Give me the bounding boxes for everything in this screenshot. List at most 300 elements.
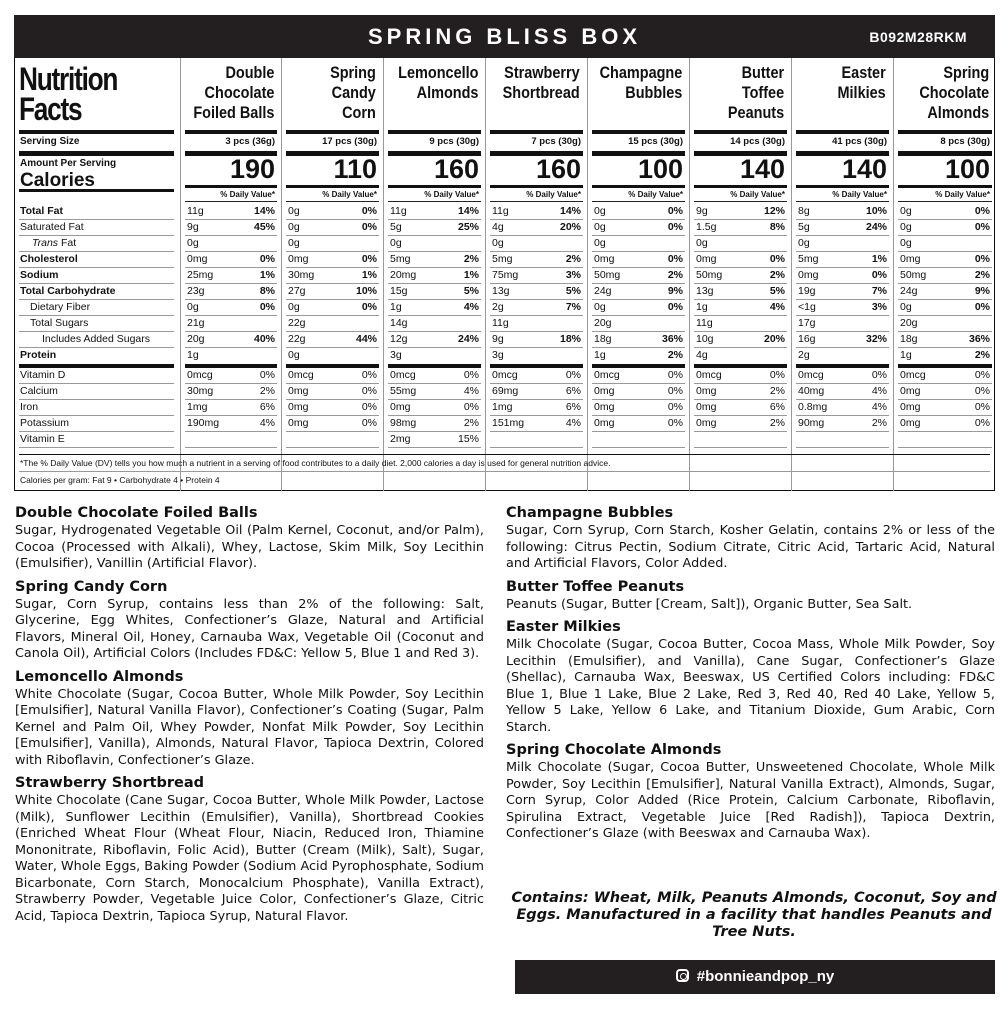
nutrient-amount: 23g <box>187 285 205 297</box>
row-divider <box>796 447 889 448</box>
row-divider <box>796 235 889 236</box>
nutrient-daily-value: 12% <box>763 205 785 217</box>
daily-value-footnote: *The % Daily Value (DV) tells you how much a nutrient in a serving of food contributes to a daily diet. 2,000 calories a day is used for general nutrition advice. <box>20 458 611 468</box>
nutrient-amount: 69mg <box>492 385 519 397</box>
product-name-line: Spring <box>943 63 989 82</box>
row-divider <box>490 315 583 316</box>
nutrient-amount: 0mg <box>696 385 717 397</box>
product-column <box>485 58 587 491</box>
nutrient-amount: 0mcg <box>187 369 213 381</box>
nutrient-daily-value: 0% <box>667 417 683 429</box>
nutrient-amount: 9g <box>187 221 199 233</box>
row-divider <box>490 283 583 284</box>
serving-size: 17 pcs (30g) <box>322 136 377 147</box>
ingredient-heading: Spring Chocolate Almonds <box>506 742 722 758</box>
nutrient-daily-value: 0% <box>871 269 887 281</box>
social-handle-banner <box>515 960 995 994</box>
serving-size: 3 pcs (36g) <box>225 136 275 147</box>
nutrient-amount: 0g <box>288 237 300 249</box>
nutrient-amount: 5g <box>390 221 402 233</box>
nutrient-daily-value: 10% <box>865 205 887 217</box>
row-divider <box>592 331 685 332</box>
row-divider <box>898 299 992 300</box>
product-column <box>689 58 791 491</box>
nutrient-label: Total Fat <box>20 205 63 217</box>
row-divider <box>19 364 174 368</box>
product-name <box>330 63 376 123</box>
nutrient-amount: 75mg <box>492 269 519 281</box>
product-name-line: Almonds <box>416 83 478 102</box>
nutrient-daily-value: 0% <box>974 417 990 429</box>
nutrient-amount: 1g <box>900 349 912 361</box>
nutrition-facts-panel <box>14 58 995 491</box>
nutrient-amount: 1.5g <box>696 221 717 233</box>
ingredient-heading: Champagne Bubbles <box>506 505 674 521</box>
product-name <box>838 63 886 103</box>
nutrient-amount: 11g <box>492 205 509 217</box>
divider <box>286 185 379 188</box>
nutrient-daily-value: 2% <box>565 253 581 265</box>
row-divider <box>286 447 379 448</box>
row-divider <box>286 219 379 220</box>
row-divider <box>388 299 481 300</box>
row-divider <box>388 383 481 384</box>
calories-value: 100 <box>944 154 990 184</box>
row-divider <box>19 299 174 300</box>
row-divider <box>898 447 992 448</box>
nutrient-daily-value: 4% <box>871 401 887 413</box>
nutrient-label: Cholesterol <box>20 253 78 265</box>
nutrient-amount: 20g <box>900 317 918 329</box>
nutrient-amount: 50mg <box>696 269 723 281</box>
row-divider <box>185 235 277 236</box>
divider <box>796 130 889 134</box>
nutrient-amount: 20mg <box>390 269 417 281</box>
product-column <box>281 58 383 491</box>
row-divider <box>490 235 583 236</box>
row-divider <box>19 447 174 448</box>
nutrient-daily-value: 1% <box>259 269 275 281</box>
nutrient-label: Trans Fat <box>32 237 77 249</box>
row-divider <box>185 447 277 448</box>
nutrient-amount: 50mg <box>900 269 927 281</box>
nutrient-amount: 1mg <box>492 401 513 413</box>
nutrient-label: Total Carbohydrate <box>20 285 116 297</box>
divider <box>286 130 379 134</box>
nutrient-daily-value: 24% <box>865 221 887 233</box>
product-name <box>919 63 989 123</box>
divider <box>388 185 481 188</box>
ingredient-text: Milk Chocolate (Sugar, Cocoa Butter, Cocoa Mass, Whole Milk Powder, Soy Lecithin (Emulsifier), and Vanilla), Cane Sugar, Confectioner’s Glaze (Shellac), Carnauba Wax, Beeswax, US Certified Colors including: FD&C Blue 1, Blue 1 Lake, Blue 2 Lake, Red 3, Red 40, Red 40 Lake, Yellow 5, Yellow 5 Lake, Yellow 6 Lake, and Titanium Dioxide, Gum Arabic, Corn Starch. <box>506 637 995 735</box>
nutrient-label: Iron <box>20 401 39 413</box>
row-divider <box>286 331 379 332</box>
nutrient-amount: 25mg <box>187 269 214 281</box>
product-name-line: Easter <box>841 63 886 82</box>
row-divider <box>592 267 685 268</box>
nutrient-amount: 20g <box>187 333 205 345</box>
nutrient-amount: 0g <box>900 205 912 217</box>
row-divider <box>286 347 379 348</box>
ingredient-text: Milk Chocolate (Sugar, Cocoa Butter, Unsweetened Chocolate, Whole Milk Powder, Soy Lecithin [Emulsifier], Natural Vanilla Extract), Almonds, Sugar, Corn Syrup, Color Added (Rice Protein, Calcium Carbonate, Riboflavin, Spirulina Extract, Vegetable Juice [Red Radish]), Tapioca Dextrin, Confectioner’s Glaze (with Beeswax and Carnauba Wax). <box>506 760 995 841</box>
row-divider <box>694 219 787 220</box>
ingredient-text: Sugar, Corn Syrup, Corn Starch, Kosher Gelatin, contains 2% or less of the following: Citrus Pectin, Sodium Citrate, Citric Acid, Tartaric Acid, Natural and Artificial Flavors, Color Added. <box>506 523 995 571</box>
nutrient-amount: 11g <box>492 317 509 329</box>
row-divider <box>185 315 277 316</box>
row-divider <box>185 267 277 268</box>
nutrient-daily-value: 9% <box>667 285 683 297</box>
divider <box>388 130 481 134</box>
nutrient-daily-value: 5% <box>565 285 581 297</box>
nutrient-daily-value: 3% <box>565 269 581 281</box>
nutrient-amount: 4g <box>492 221 504 233</box>
row-divider <box>694 347 787 348</box>
instagram-icon <box>676 969 689 982</box>
divider <box>185 185 277 188</box>
row-divider <box>490 219 583 220</box>
nutrient-amount: 50mg <box>594 269 621 281</box>
nutrient-amount: 3g <box>390 349 402 361</box>
divider <box>19 471 990 472</box>
row-divider <box>898 399 992 400</box>
calories-value: 160 <box>535 154 581 184</box>
row-divider <box>286 251 379 252</box>
divider <box>19 151 174 156</box>
nutrient-daily-value: 8% <box>769 221 785 233</box>
row-divider <box>898 331 992 332</box>
nutrient-amount: 0g <box>900 237 912 249</box>
nutrition-facts-title-line1: Nutrition <box>19 61 118 97</box>
serving-size: 14 pcs (30g) <box>730 136 785 147</box>
nutrient-amount: 0mg <box>288 401 309 413</box>
ingredient-text: Peanuts (Sugar, Butter [Cream, Salt]), Organic Butter, Sea Salt. <box>506 596 913 612</box>
divider <box>185 130 277 134</box>
nutrient-daily-value: 1% <box>463 269 479 281</box>
nutrient-daily-value: 7% <box>871 285 887 297</box>
product-name-line: Lemoncello <box>397 63 478 82</box>
row-divider <box>19 267 174 268</box>
row-divider <box>19 315 174 316</box>
row-divider <box>388 415 481 416</box>
nutrient-amount: 1g <box>390 301 402 313</box>
row-divider <box>898 315 992 316</box>
ingredient-heading: Lemoncello Almonds <box>15 668 184 685</box>
calories-value: 100 <box>637 154 683 184</box>
row-divider <box>490 399 583 400</box>
row-divider <box>796 267 889 268</box>
divider <box>694 201 787 202</box>
row-divider <box>286 415 379 416</box>
product-name <box>728 63 784 123</box>
row-divider <box>19 399 174 400</box>
nutrient-amount: 5g <box>798 221 810 233</box>
row-divider <box>694 315 787 316</box>
nutrient-amount: 5mg <box>798 253 819 265</box>
nutrient-daily-value: 4% <box>463 301 479 313</box>
nutrient-daily-value: 14% <box>253 205 275 217</box>
row-divider <box>694 431 787 432</box>
row-divider <box>796 364 889 368</box>
row-divider <box>694 331 787 332</box>
daily-value-header: % Daily Value* <box>832 190 887 199</box>
calories-value: 110 <box>333 154 377 184</box>
ingredients-left-column <box>15 504 484 930</box>
nutrient-label: Sodium <box>20 269 59 281</box>
row-divider <box>286 399 379 400</box>
row-divider <box>898 219 992 220</box>
serving-size: 41 pcs (30g) <box>832 136 887 147</box>
nutrient-daily-value: 0% <box>769 369 785 381</box>
nutrient-daily-value: 6% <box>259 401 275 413</box>
serving-size-label: Serving Size <box>20 136 80 147</box>
product-name-line: Champagne <box>599 63 682 82</box>
product-column <box>893 58 996 491</box>
row-divider <box>694 251 787 252</box>
nutrient-daily-value: 4% <box>565 417 581 429</box>
row-divider <box>898 251 992 252</box>
nutrient-daily-value: 5% <box>463 285 479 297</box>
product-name <box>503 63 580 103</box>
nutrient-amount: 4g <box>696 349 708 361</box>
nutrient-daily-value: 1% <box>871 253 887 265</box>
nutrient-amount: 1mg <box>187 401 208 413</box>
nutrient-daily-value: 5% <box>769 285 785 297</box>
nutrient-amount: 15g <box>390 285 408 297</box>
row-divider <box>898 383 992 384</box>
nutrient-daily-value: 2% <box>769 269 785 281</box>
nutrient-daily-value: 0% <box>361 369 377 381</box>
nutrient-daily-value: 2% <box>974 269 990 281</box>
nutrient-amount: 12g <box>390 333 408 345</box>
daily-value-header: % Daily Value* <box>935 190 990 199</box>
nutrient-daily-value: 14% <box>457 205 479 217</box>
nutrient-amount: 0mg <box>900 417 921 429</box>
nutrient-amount: 0g <box>594 301 606 313</box>
nutrient-daily-value: 0% <box>974 221 990 233</box>
row-divider <box>286 364 379 368</box>
row-divider <box>694 283 787 284</box>
row-divider <box>185 364 277 368</box>
serving-size: 9 pcs (30g) <box>429 136 479 147</box>
nutrient-amount: 19g <box>798 285 816 297</box>
product-name-line: Candy <box>331 83 376 102</box>
nutrient-daily-value: 24% <box>457 333 479 345</box>
nutrient-label: Calcium <box>20 385 58 397</box>
nutrient-amount: 0g <box>288 301 300 313</box>
row-divider <box>388 267 481 268</box>
row-divider <box>592 383 685 384</box>
nutrient-amount: 0mcg <box>288 369 314 381</box>
nutrient-amount: 0g <box>288 221 300 233</box>
nutrient-daily-value: 0% <box>667 385 683 397</box>
nutrient-daily-value: 14% <box>559 205 581 217</box>
nutrient-amount: 14g <box>390 317 408 329</box>
nutrient-amount: 0mg <box>696 417 717 429</box>
nutrient-label: Saturated Fat <box>20 221 84 233</box>
row-divider <box>490 364 583 368</box>
divider <box>19 454 990 455</box>
nutrient-amount: 0mg <box>696 401 717 413</box>
allergen-statement: Contains: Wheat, Milk, Peanuts Almonds, Coconut, Soy and Eggs. Manufactured in a facility that handles Peanuts and Tree Nuts. <box>511 890 997 940</box>
nutrient-daily-value: 0% <box>974 385 990 397</box>
divider <box>694 130 787 134</box>
box-title: SPRING BLISS BOX <box>367 24 642 49</box>
row-divider <box>592 315 685 316</box>
nutrient-daily-value: 6% <box>769 401 785 413</box>
nutrient-daily-value: 15% <box>457 433 479 445</box>
row-divider <box>388 251 481 252</box>
nutrient-daily-value: 0% <box>974 205 990 217</box>
nutrient-amount: 22g <box>288 333 306 345</box>
row-divider <box>19 251 174 252</box>
product-name-line: Toffee <box>741 83 784 102</box>
nutrient-amount: 8g <box>798 205 810 217</box>
calories-value: 140 <box>739 154 785 184</box>
divider <box>19 130 174 134</box>
nutrient-amount: 151mg <box>492 417 525 429</box>
row-divider <box>19 219 174 220</box>
nutrient-amount: 0g <box>187 301 199 313</box>
nutrient-daily-value: 0% <box>667 301 683 313</box>
serving-size: 8 pcs (30g) <box>940 136 990 147</box>
divider <box>898 185 992 188</box>
row-divider <box>796 283 889 284</box>
nutrient-amount: 18g <box>594 333 612 345</box>
nutrient-amount: 0mg <box>900 401 921 413</box>
nutrient-amount: 0g <box>696 237 708 249</box>
nutrient-daily-value: 32% <box>865 333 887 345</box>
product-name-line: Corn <box>342 103 376 122</box>
row-divider <box>286 431 379 432</box>
nutrient-amount: 11g <box>390 205 407 217</box>
row-divider <box>185 331 277 332</box>
row-divider <box>694 399 787 400</box>
nutrient-amount: 0mg <box>798 269 819 281</box>
nutrient-amount: 0mg <box>900 385 921 397</box>
nutrient-label: Protein <box>20 349 57 361</box>
row-divider <box>19 283 174 284</box>
nutrient-daily-value: 20% <box>763 333 785 345</box>
nutrient-amount: 24g <box>594 285 612 297</box>
nutrient-amount: 0mg <box>696 253 717 265</box>
nutrient-amount: 0g <box>798 237 810 249</box>
product-name-line: Double <box>225 63 274 82</box>
nutrient-amount: 0mcg <box>798 369 824 381</box>
nutrient-amount: 0g <box>594 237 606 249</box>
nutrient-amount: 9g <box>492 333 504 345</box>
nutrient-daily-value: 45% <box>253 221 275 233</box>
nutrient-daily-value: 2% <box>463 417 479 429</box>
row-divider <box>19 415 174 416</box>
nutrient-amount: 24g <box>900 285 918 297</box>
product-name-line: Butter <box>741 63 784 82</box>
row-divider <box>694 364 787 368</box>
calories-value: 160 <box>433 154 479 184</box>
nutrient-daily-value: 4% <box>259 417 275 429</box>
nutrient-amount: <1g <box>798 301 816 313</box>
daily-value-header: % Daily Value* <box>730 190 785 199</box>
nutrient-amount: 190mg <box>187 417 220 429</box>
divider <box>19 189 174 192</box>
row-divider <box>388 219 481 220</box>
divider <box>796 201 889 202</box>
row-divider <box>286 267 379 268</box>
ingredient-heading: Spring Candy Corn <box>15 578 168 595</box>
row-divider <box>592 364 685 368</box>
nutrient-amount: 17g <box>798 317 816 329</box>
nutrient-daily-value: 2% <box>463 253 479 265</box>
product-code: B092M28RKM <box>869 29 967 45</box>
ingredient-heading: Strawberry Shortbread <box>15 775 205 791</box>
nutrient-amount: 0g <box>594 221 606 233</box>
row-divider <box>388 235 481 236</box>
nutrient-daily-value: 0% <box>974 401 990 413</box>
nutrient-daily-value: 0% <box>565 369 581 381</box>
row-divider <box>694 235 787 236</box>
row-divider <box>388 283 481 284</box>
nutrient-daily-value: 0% <box>361 401 377 413</box>
product-name-line: Chocolate <box>204 83 274 102</box>
nutrient-daily-value: 0% <box>361 301 377 313</box>
nutrient-daily-value: 0% <box>259 369 275 381</box>
nutrient-amount: 90mg <box>798 417 825 429</box>
nutrient-daily-value: 0% <box>259 253 275 265</box>
row-divider <box>490 347 583 348</box>
row-divider <box>19 347 174 348</box>
row-divider <box>592 219 685 220</box>
daily-value-header: % Daily Value* <box>424 190 479 199</box>
row-divider <box>694 299 787 300</box>
ingredients-right-column <box>506 504 995 848</box>
nutrient-daily-value: 2% <box>259 385 275 397</box>
row-divider <box>694 447 787 448</box>
nutrient-amount: 0g <box>390 237 402 249</box>
nutrient-amount: 16g <box>798 333 816 345</box>
nutrient-amount: 10g <box>696 333 714 345</box>
nutrition-facts-title-line2: Facts <box>19 91 82 127</box>
divider <box>185 201 277 202</box>
nutrient-daily-value: 0% <box>974 301 990 313</box>
row-divider <box>388 331 481 332</box>
row-divider <box>19 331 174 332</box>
nutrient-amount: 0g <box>594 205 606 217</box>
nutrient-daily-value: 4% <box>769 301 785 313</box>
product-name-line: Foiled Balls <box>192 103 274 122</box>
nutrient-daily-value: 4% <box>871 385 887 397</box>
divider <box>592 201 685 202</box>
nutrient-amount: 0mg <box>288 253 309 265</box>
row-divider <box>490 299 583 300</box>
nutrient-label: Vitamin D <box>20 369 66 381</box>
row-divider <box>898 364 992 368</box>
nutrient-amount: 3g <box>492 349 504 361</box>
nutrient-daily-value: 18% <box>559 333 581 345</box>
nutrient-amount: 40mg <box>798 385 825 397</box>
nutrient-daily-value: 2% <box>974 349 990 361</box>
nutrient-amount: 0mg <box>288 417 309 429</box>
row-divider <box>796 399 889 400</box>
nutrient-daily-value: 20% <box>559 221 581 233</box>
nutrient-daily-value: 1% <box>361 269 377 281</box>
row-divider <box>185 299 277 300</box>
nutrient-daily-value: 2% <box>667 269 683 281</box>
divider <box>490 185 583 188</box>
row-divider <box>796 251 889 252</box>
row-divider <box>592 347 685 348</box>
daily-value-header: % Daily Value* <box>220 190 275 199</box>
nutrient-amount: 5mg <box>390 253 411 265</box>
nutrition-facts-title <box>19 61 118 127</box>
row-divider <box>796 383 889 384</box>
